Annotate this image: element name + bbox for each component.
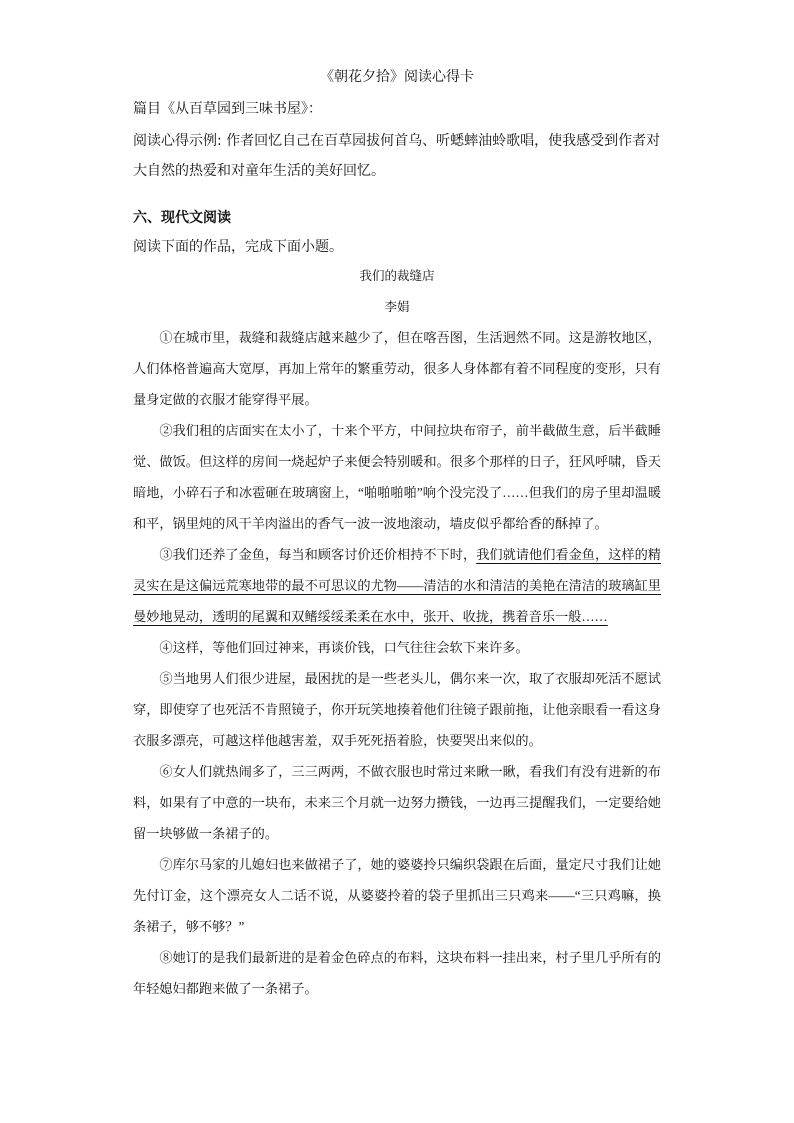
paragraph: ⑤当地男人们很少进屋，最困扰的是一些老头儿，偶尔来一次，取了衣服却死活不愿试穿，即使穿了也死活不肯照镜子，你开玩笑地揍着他们往镜子跟前拖，让他亲眼看一看这身衣服多漂亮，可越这样他越害羞，双手死死捂着脸，快要哭出来似的。 (133, 671, 661, 748)
paragraph: ⑥女人们就热闹多了，三三两两，不做衣服也时常过来瞅一瞅，看我们有没有进新的布料，如果有了中意的一块布，未来三个月就一边努力攒钱，一边再三提醒我们，一定要给她留一块够做一条裙子的。 (133, 764, 661, 841)
section-instruction: 阅读下面的作品，完成下面小题。 (133, 239, 343, 255)
underlined-passage: 我们就请他们看金鱼，这样的精灵实在是这偏远荒寒地带的最不可思议的尤物——清洁的水和清洁的美艳在清洁的玻璃缸里曼妙地晃动，透明的尾翼和双鳍绥绥柔柔在水中，张开、收拢，携着音乐一般…… (133, 547, 661, 624)
article-body (133, 322, 661, 1004)
paragraph (133, 539, 661, 632)
article-author: 李娟 (384, 300, 410, 314)
sample-line-1: 阅读心得示例: 作者回忆自己在百草园拔何首乌、听蟋蟀油蛉歌唱，使我感受到作者对 (133, 133, 661, 149)
paragraph: ①在城市里，裁缝和裁缝店越来越少了，但在喀吾图，生活迥然不同。这是游牧地区，人们体格普遍高大宽厚，再加上常年的繁重劳动，很多人身体都有着不同程度的变形，只有量身定做的衣服才能穿得平展。 (133, 330, 661, 407)
paragraph: ④这样，等他们回过神来，再谈价钱，口气往往会软下来许多。 (159, 640, 529, 655)
reading-card-title: 《朝花夕拾》阅读心得卡 (320, 69, 474, 85)
paragraph-plain-text: ③我们还养了金鱼，每当和顾客讨价还价相持不下时， (159, 547, 477, 562)
sample-line-2: 大自然的热爱和对童年生活的美好回忆。 (133, 163, 385, 179)
article-title: 我们的裁缝店 (359, 269, 435, 283)
paragraph: ⑧她订的是我们最新进的是着金色碎点的布料，这块布料一挂出来，村子里几乎所有的年轻媳妇都跑来做了一条裙子。 (133, 950, 661, 996)
paragraph: ⑦库尔马家的儿媳妇也来做裙子了，她的婆婆拎只编织袋跟在后面，量定尺寸我们让她先付订金，这个漂亮女人二话不说，从婆婆拎着的袋子里抓出三只鸡来——“三只鸡嘛，换条裙子，够不够？” (133, 857, 661, 934)
section-heading: 六、现代文阅读 (133, 210, 231, 226)
paragraph: ②我们租的店面实在太小了，十来个平方，中间拉块布帘子，前半截做生意，后半截睡觉、做饭。但这样的房间一烧起炉子来便会特别暖和。很多个那样的日子，狂风呼啸，昏天暗地，小碎石子和冰雹砸在玻璃窗上，“啪啪啪啪”响个没完没了……但我们的房子里却温暖和平，锅里炖的风干羊肉溢出的香气一波一波地滚动，墙皮似乎都给香的酥掉了。 (133, 423, 661, 531)
chapter-line: 篇目《从百草园到三味书屋》： (133, 101, 322, 117)
